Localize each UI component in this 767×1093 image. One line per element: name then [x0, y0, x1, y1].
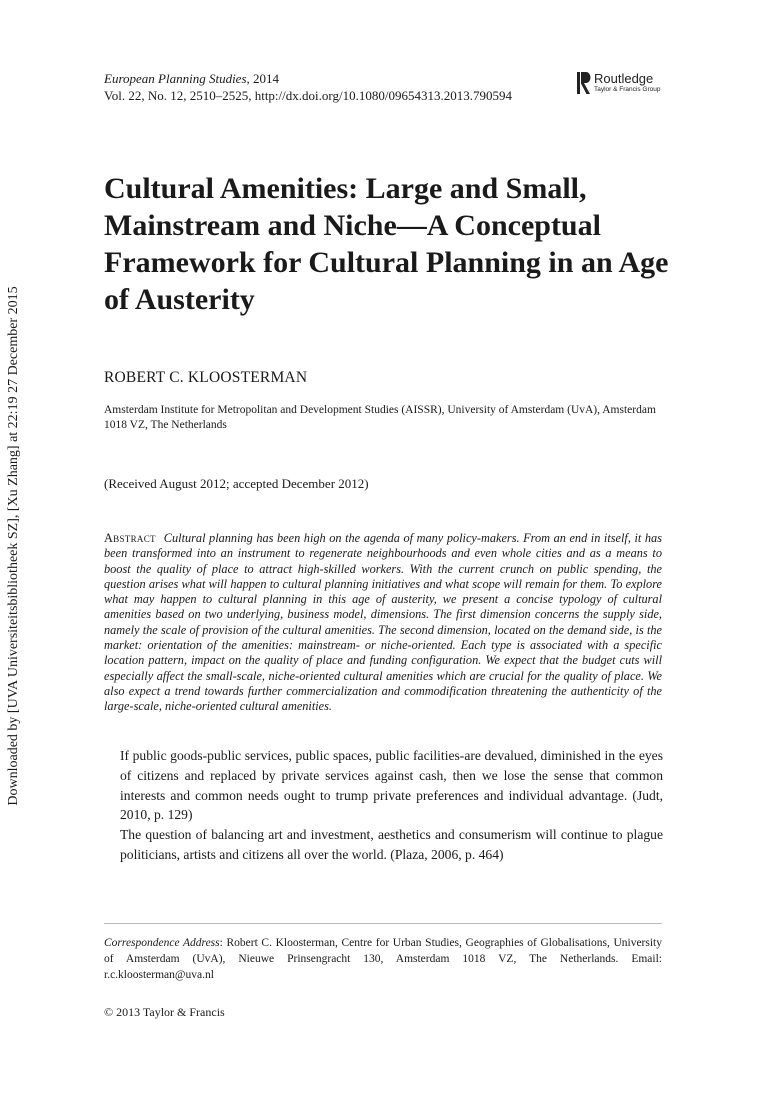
- received-dates: (Received August 2012; accepted December 2012): [104, 476, 369, 491]
- abstract: [104, 531, 662, 715]
- footnote-divider: [104, 923, 662, 924]
- abstract-text: Cultural planning has been high on the agenda of many policy-makers. From an end in itself, it has been transformed into an instrument to regenerate neighbourhoods and even whole cities and as a means to boost the quality of place to attract high-skilled workers. With the current crunch on public spending, the question arises what will happen to cultural planning initiatives and what scope will remain for them. To explore what may happen to cultural planning in this age of austerity, we present a concise typology of cultural amenities based on two underlying, business model, dimensions. The first dimension concerns the supply side, namely the scale of provision of the cultural amenities. The second dimension, located on the demand side, is the market: orientation of the amenities: mainstream- or niche-oriented. Each type is associated with a specific location pattern, impact on the quality of place and funding configuration. We expect that the budget cuts will especially affect the small-scale, niche-oriented cultural amenities which are crucial for the quality of place. We also expect a trend towards further commercialization and commodification threatening the authenticity of the large-scale, niche-oriented cultural amenities.: [104, 531, 662, 714]
- correspondence-label: Correspondence Address: [104, 937, 220, 949]
- publisher-brand: Routledge: [594, 71, 654, 86]
- abstract-label: Abstract: [104, 531, 156, 545]
- journal-year: , 2014: [246, 71, 280, 86]
- publisher-logo: [577, 71, 677, 97]
- publisher-group: Taylor & Francis Group: [594, 86, 661, 93]
- citation-line: Vol. 22, No. 12, 2510–2525, http://dx.doi.org/10.1080/09654313.2013.790594: [104, 88, 512, 103]
- author-name: ROBERT C. KLOOSTERMAN: [104, 369, 308, 386]
- article-title: Cultural Amenities: Large and Small, Mainstream and Niche—A Conceptual Framework for Cultural Planning in an Age of Austerity: [104, 172, 669, 316]
- download-watermark: Downloaded by [UVA Universiteitsbibliotheek SZ], [Xu Zhang] at 22:19 27 December 2015: [6, 286, 21, 806]
- correspondence-text: : Robert C. Kloosterman, Centre for Urban Studies, Geographies of Globalisations, University of Amsterdam (UvA), Nieuwe Prinsengracht 130, Amsterdam 1018 VZ, The Netherlands. Email: r.c.kloosterman@uva.nl: [104, 937, 662, 981]
- correspondence-address: [104, 935, 662, 983]
- routledge-logo-icon: [577, 72, 591, 94]
- journal-header: [104, 70, 512, 104]
- epigraph-quote: The question of balancing art and investment, aesthetics and consumerism will continue to plague politicians, artists and citizens all over the world. (Plaza, 2006, p. 464): [120, 827, 663, 862]
- copyright-notice: © 2013 Taylor & Francis: [104, 1005, 225, 1019]
- journal-name: European Planning Studies: [104, 71, 247, 86]
- epigraph-quote: If public goods-public services, public spaces, public facilities-are devalued, diminished in the eyes of citizens and replaced by private services against cash, then we lose the sense that common interests and common needs ought to trump private preferences and individual advantage. (Judt, 2010, p. 129): [120, 748, 663, 823]
- author-affiliation: Amsterdam Institute for Metropolitan and Development Studies (AISSR), University of Amsterdam (UvA), Amsterdam 1018 VZ, The Netherlands: [104, 404, 656, 431]
- epigraph-block: [120, 746, 663, 865]
